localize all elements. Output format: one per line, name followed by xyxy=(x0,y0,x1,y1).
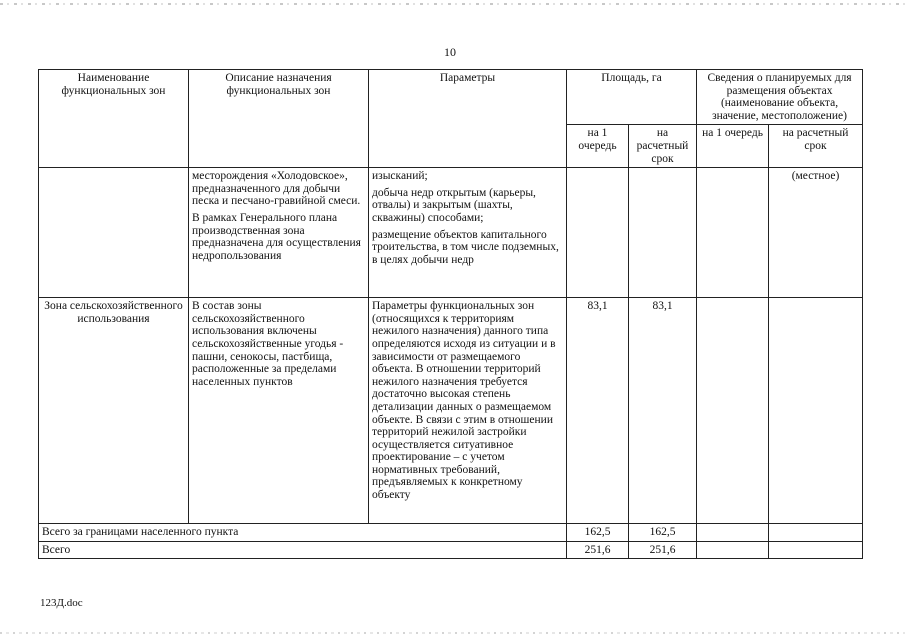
total-outside-settlement-label: Всего за границами населенного пункта xyxy=(39,524,567,542)
header-area: Площадь, га xyxy=(567,70,697,125)
table-row xyxy=(39,168,863,298)
cell-objects-calc-term xyxy=(769,524,863,542)
cell-zone-name xyxy=(39,168,189,298)
total-first-stage: 251,6 xyxy=(567,541,629,559)
cell-objects-first-stage xyxy=(697,298,769,524)
cell-objects-first-stage xyxy=(697,541,769,559)
page-number: 10 xyxy=(444,45,456,59)
table-header-row xyxy=(39,70,863,125)
scan-artifact-top xyxy=(0,3,905,5)
total-outside-first-stage: 162,5 xyxy=(567,524,629,542)
parameters-paragraph: добыча недр открытым (карьеры, отвалы) и закрытым (шахты, скважины) способами; xyxy=(372,186,536,224)
cell-parameters xyxy=(369,168,567,298)
parameters-paragraph: размещение объектов капитального троительства, в том числе подземных, в целях добычи недр xyxy=(372,228,559,266)
cell-objects-first-stage xyxy=(697,168,769,298)
cell-objects-calc-term: (местное) xyxy=(769,168,863,298)
footer-file-name: 123Д.doc xyxy=(40,597,83,609)
header-area-calc-term: на расчетный срок xyxy=(629,125,697,168)
header-area-first-stage: на 1 очередь xyxy=(567,125,629,168)
cell-area-first-stage xyxy=(567,168,629,298)
description-paragraph: месторождения «Холодовское», предназначенного для добычи песка и песчано-гравийной смеси. xyxy=(192,170,361,208)
header-objects-calc-term: на расчетный срок xyxy=(769,125,863,168)
cell-objects-first-stage xyxy=(697,524,769,542)
cell-objects-calc-term xyxy=(769,298,863,524)
cell-zone-description xyxy=(189,168,369,298)
scan-artifact-bottom xyxy=(0,632,905,634)
cell-zone-name: Зона сельскохозяйственного использования xyxy=(39,298,189,524)
header-parameters: Параметры xyxy=(369,70,567,168)
total-label: Всего xyxy=(39,541,567,559)
cell-zone-description: В состав зоны сельскохозяйственного использования включены сельскохозяйственные угодья - пашни, сенокосы, пастбища, расположенные за пределами населенных пунктов xyxy=(189,298,369,524)
cell-area-calc-term: 83,1 xyxy=(629,298,697,524)
total-calc-term: 251,6 xyxy=(629,541,697,559)
table-total-row xyxy=(39,541,863,559)
description-paragraph: В рамках Генерального плана производственная зона предназначена для осуществления недропользования xyxy=(192,211,361,262)
header-zone-description: Описание назначения функциональных зон xyxy=(189,70,369,168)
header-planned-objects: Сведения о планируемых для размещения объектах (наименование объекта, значение, местоположение) xyxy=(697,70,863,125)
cell-area-first-stage: 83,1 xyxy=(567,298,629,524)
table-row xyxy=(39,298,863,524)
header-zone-name: Наименование функциональных зон xyxy=(39,70,189,168)
cell-objects-calc-term xyxy=(769,541,863,559)
cell-area-calc-term xyxy=(629,168,697,298)
header-objects-first-stage: на 1 очередь xyxy=(697,125,769,168)
functional-zones-table xyxy=(38,69,863,559)
table-total-row xyxy=(39,524,863,542)
parameters-paragraph: изысканий; xyxy=(372,170,428,183)
cell-parameters: Параметры функциональных зон (относящихся к территориям нежилого назначения) данного типа определяются исходя из ситуации и в зависимости от размещаемого объекта. В отношении территорий нежилого назначения требуется достаточно высокая степень детализации данных о размещаемом объекте. В связи с этим в отношении территорий нежилой застройки осуществляется ситуативное проектирование – с учетом нормативных требований, предъявляемых к конкретному объекту xyxy=(369,298,567,524)
total-outside-calc-term: 162,5 xyxy=(629,524,697,542)
